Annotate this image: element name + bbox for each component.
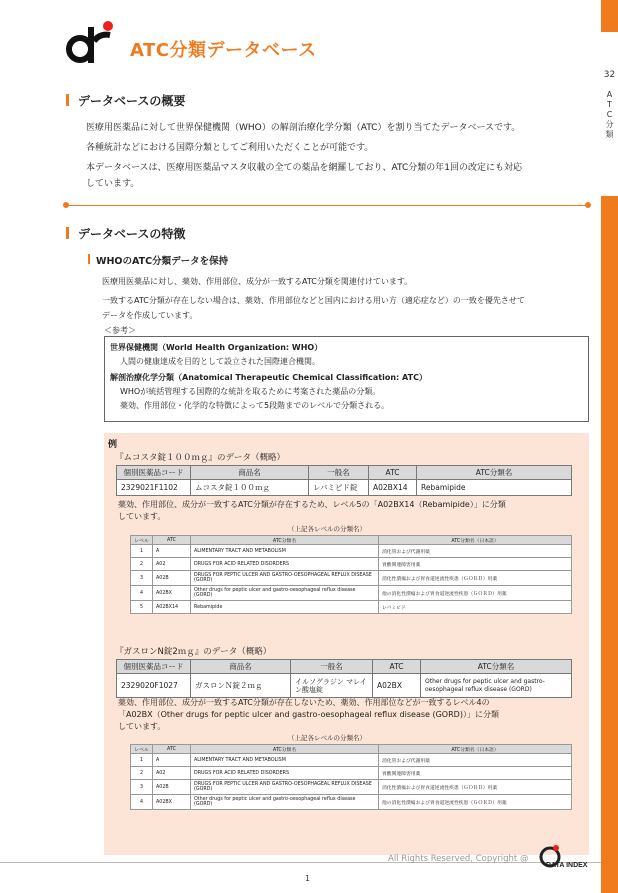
example2-subtitle: 『ガスロンN錠2ｍｇ』のデータ（概略）: [115, 647, 272, 657]
ex1-header-name: 商品名: [191, 466, 309, 480]
ref-atc-title: 解剖治療化学分類（Anatomical Therapeutic Chemical Classification: ATC）: [110, 373, 427, 382]
example1-caption: （上記各レベルの分類名）: [288, 525, 366, 533]
level-cell: 4: [131, 586, 153, 601]
features-line-3: データを作成しています。: [102, 311, 198, 320]
level-cell: 2: [131, 558, 153, 571]
atc-name-ja-cell: 消化性潰瘍および胃食道逆流性疾患（ＧＯＲＤ）用薬: [379, 780, 572, 795]
level-row: [131, 767, 572, 780]
ex2-header-atc-name: ATC分類名: [421, 660, 572, 674]
atc-name-cell: Other drugs for peptic ulcer and gastro-oesophageal reflux disease (GORD): [191, 795, 379, 810]
ex2-header-name: 商品名: [191, 660, 291, 674]
level-cell: 2: [131, 767, 153, 780]
ex1-header-atc-name: ATC分類名: [417, 466, 572, 480]
atc-name-cell: ALIMENTARY TRACT AND METABOLISM: [191, 754, 379, 767]
atc-cell: A02: [153, 767, 191, 780]
footer-logo-text: DATA INDEX: [546, 862, 588, 869]
ex1-cell-name: ムコスタ錠１００ｍｇ: [191, 480, 309, 496]
reference-box: [104, 336, 589, 422]
level-row: [131, 795, 572, 810]
ex2-header-generic: 一般名: [291, 660, 373, 674]
atc-cell: A02: [153, 558, 191, 571]
side-tab-char: 分: [605, 120, 614, 129]
ex1-level-header-name-ja: ATC分類名（日本語）: [379, 536, 572, 545]
section-divider: [66, 205, 588, 206]
atc-name-ja-cell: 他の消化性潰瘍および胃食道逆流性疾患（ＧＯＲＤ）用薬: [379, 795, 572, 810]
features-line-1: 医療用医薬品に対し、薬効、作用部位、成分が一致するATC分類を関連付けています。: [102, 277, 413, 286]
example2-caption: （上記各レベルの分類名）: [288, 734, 366, 742]
level-cell: 3: [131, 571, 153, 586]
atc-cell: A02BX: [153, 586, 191, 601]
ref-who-desc: 人間の健康達成を目的として設立された国際連合機関。: [120, 357, 320, 366]
ex1-cell-atc-name: Rebamipide: [417, 480, 572, 496]
side-tab-char: A: [606, 90, 613, 99]
atc-name-ja-cell: 消化性潰瘍および胃食道逆流性疾患（ＧＯＲＤ）用薬: [379, 571, 572, 586]
atc-name-ja-cell: 胃酸関連障害用薬: [379, 558, 572, 571]
ex1-header-code: 個別医薬品コード: [117, 466, 191, 480]
section-heading-features: データベースの特徴: [66, 225, 185, 242]
example2-text-3: しています。: [118, 722, 166, 731]
level-row: [131, 601, 572, 614]
level-cell: 5: [131, 601, 153, 614]
level-row: [131, 586, 572, 601]
example1-drug-table: [116, 465, 572, 496]
atc-cell: A02B: [153, 780, 191, 795]
page-number: 1: [305, 874, 311, 883]
overview-line-2: 各種統計などにおける国際分類としてご利用いただくことが可能です。: [86, 143, 374, 153]
divider-dot-right: [585, 202, 591, 208]
level-row: [131, 558, 572, 571]
level-row: [131, 571, 572, 586]
atc-name-cell: ALIMENTARY TRACT AND METABOLISM: [191, 545, 379, 558]
ex1-header-generic: 一般名: [309, 466, 369, 480]
example1-subtitle: 『ムコスタ錠１００ｍｇ』のデータ（概略）: [115, 453, 286, 463]
company-logo-icon: [64, 19, 120, 65]
ex1-cell-generic: レバミピド錠: [309, 480, 369, 496]
side-tab-char: T: [607, 100, 612, 109]
atc-name-ja-cell: 他の消化性潰瘍および胃食道逆流性疾患（ＧＯＲＤ）用薬: [379, 586, 572, 601]
atc-name-cell: Rebamipide: [191, 601, 379, 614]
atc-name-cell: DRUGS FOR ACID RELATED DISORDERS: [191, 558, 379, 571]
atc-cell: A02B: [153, 571, 191, 586]
ex2-cell-name: ガスロンＮ錠２ｍｇ: [191, 674, 291, 698]
ex2-cell-generic: イルソグラジン マレイン酸塩錠: [291, 674, 373, 698]
side-bar-top: [601, 0, 618, 32]
page-title: ATC分類データベース: [130, 40, 317, 61]
example1-text-2: しています。: [118, 512, 166, 521]
ref-atc-desc-2: 薬効、作用部位・化学的な特徴によって5段階までのレベルで分類される。: [120, 401, 390, 410]
overview-line-4: しています。: [86, 179, 140, 189]
level-row: [131, 754, 572, 767]
ex1-cell-atc: A02BX14: [369, 480, 417, 496]
overview-line-1: 医療用医薬品に対して世界保健機関（WHO）の解剖治療化学分類（ATC）を割り当てたデータベースです。: [86, 123, 521, 133]
level-row: [131, 780, 572, 795]
ex1-level-header-level: レベル: [131, 536, 153, 545]
level-cell: 3: [131, 780, 153, 795]
example2-text-1: 薬効、作用部位、成分が一致するATC分類が存在しないため、薬効、作用部位などが一致するレベル4の: [118, 698, 490, 707]
divider-dot-left: [63, 202, 69, 208]
atc-name-ja-cell: 消化管および代謝用薬: [379, 545, 572, 558]
atc-name-ja-cell: 消化管および代謝用薬: [379, 754, 572, 767]
level-cell: 1: [131, 754, 153, 767]
ex2-level-header-name-ja: ATC分類名（日本語）: [379, 745, 572, 754]
atc-cell: A02BX: [153, 795, 191, 810]
features-line-2: 一致するATC分類が存在しない場合は、薬効、作用部位などと国内における用い方（適応症など）の一致を優先させて: [102, 296, 525, 305]
ex1-level-header-atc: ATC: [153, 536, 191, 545]
sub-heading-who-atc: WHOのATC分類データを保持: [88, 253, 228, 267]
ex1-level-header-name: ATC分類名: [191, 536, 379, 545]
ex2-level-header-name: ATC分類名: [191, 745, 379, 754]
ex2-header-code: 個別医薬品コード: [117, 660, 191, 674]
ex1-cell-code: 2329021F1102: [117, 480, 191, 496]
side-tab-char: 類: [605, 130, 614, 139]
side-tab-char: C: [606, 110, 613, 119]
ex2-level-header-level: レベル: [131, 745, 153, 754]
example1-text-1: 薬効、作用部位、成分が一致するATC分類が存在するため、レベル5の「A02BX14（Rebamipide）」に分類: [118, 500, 506, 509]
ex2-cell-code: 2329020F1027: [117, 674, 191, 698]
example1-level-table: [130, 535, 572, 614]
data-index-logo-icon: [536, 843, 602, 873]
overview-line-3: 本データベースは、医療用医薬品マスタ収載の全ての薬品を網羅しており、ATC分類の年1回の改定にも対応: [86, 163, 522, 173]
level-row: [131, 545, 572, 558]
copyright-text: All Rights Reserved, Copyright @: [388, 854, 529, 864]
example2-level-table: [130, 744, 572, 810]
example2-text-2: 「A02BX（Other drugs for peptic ulcer and gastro-oesophageal reflux disease (GORD)）」に分類: [118, 710, 499, 719]
level-cell: 4: [131, 795, 153, 810]
level-cell: 1: [131, 545, 153, 558]
atc-name-cell: DRUGS FOR PEPTIC ULCER AND GASTRO-OESOPHAGEAL REFLUX DISEASE (GORD): [191, 571, 379, 586]
section-heading-overview: データベースの概要: [66, 92, 185, 109]
side-tab-label: [601, 90, 618, 140]
ref-atc-desc-1: WHOが統括管理する国際的な統計を取るために考案された薬品の分類。: [120, 387, 381, 396]
reference-label: ＜参考＞: [104, 326, 136, 335]
atc-name-ja-cell: レバミピド: [379, 601, 572, 614]
ex2-cell-atc: A02BX: [373, 674, 421, 698]
side-page-number: 32: [603, 70, 616, 80]
example-title: 例: [108, 440, 118, 450]
atc-cell: A02BX14: [153, 601, 191, 614]
atc-name-cell: Other drugs for peptic ulcer and gastro-oesophageal reflux disease (GORD): [191, 586, 379, 601]
atc-name-cell: DRUGS FOR PEPTIC ULCER AND GASTRO-OESOPHAGEAL REFLUX DISEASE (GORD): [191, 780, 379, 795]
atc-cell: A: [153, 754, 191, 767]
example2-drug-table: [116, 659, 572, 698]
atc-name-ja-cell: 胃酸関連障害用薬: [379, 767, 572, 780]
ex2-level-header-atc: ATC: [153, 745, 191, 754]
ex2-cell-atc-name: Other drugs for peptic ulcer and gastro-oesophageal reflux disease (GORD): [421, 674, 572, 698]
atc-cell: A: [153, 545, 191, 558]
ex2-header-atc: ATC: [373, 660, 421, 674]
atc-name-cell: DRUGS FOR ACID RELATED DISORDERS: [191, 767, 379, 780]
side-bar-bottom: [601, 196, 618, 893]
ex1-header-atc: ATC: [369, 466, 417, 480]
ref-who-title: 世界保健機関（World Health Organization: WHO）: [110, 343, 323, 352]
